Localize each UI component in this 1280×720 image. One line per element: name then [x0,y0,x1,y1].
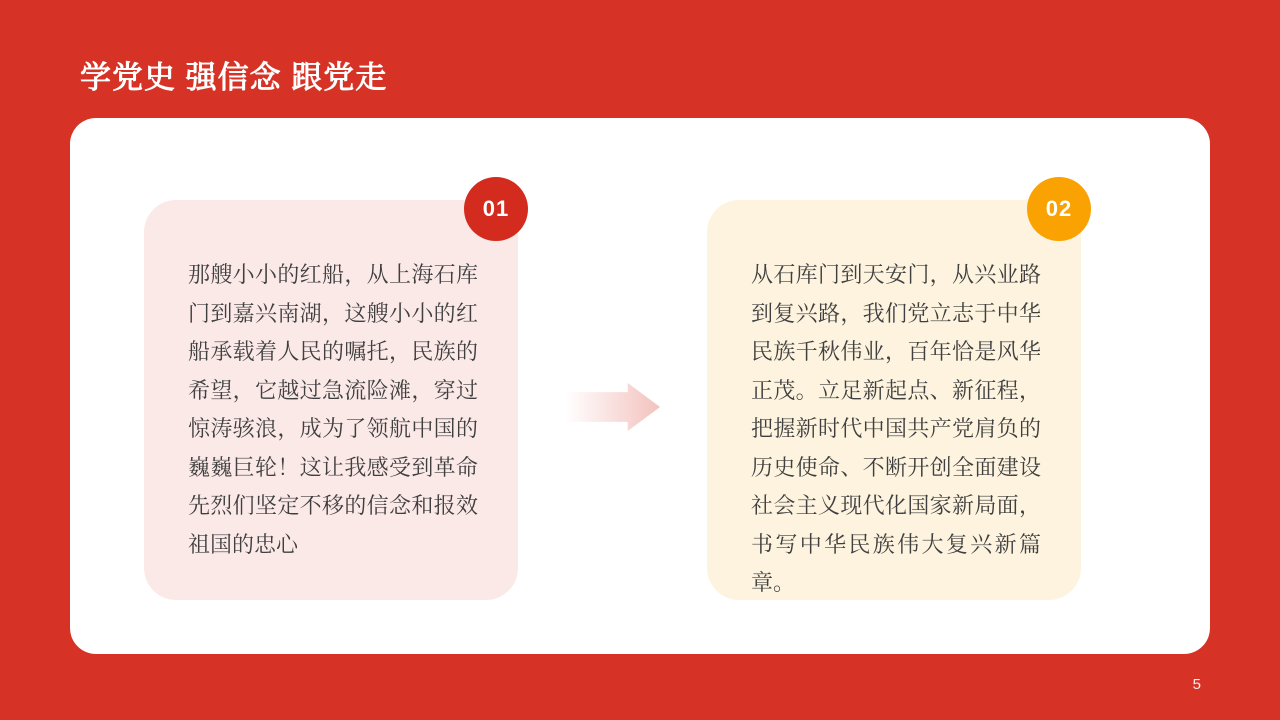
point-box-1 [144,196,518,600]
page-number: 5 [1192,676,1201,693]
point-text-1: 那艘小小的红船，从上海石库门到嘉兴南湖，这艘小小的红船承载着人民的嘱托，民族的希望，它越过急流险滩，穿过惊涛骇浪，成为了领航中国的巍巍巨轮！这让我感受到革命先烈们坚定不移的信念和报效祖国的忠心 [188,262,478,557]
content-card [70,118,1210,654]
point-text-2: 从石库门到天安门，从兴业路到复兴路，我们党立志于中华民族千秋伟业，百年恰是风华正茂。立足新起点、新征程，把握新时代中国共产党肩负的历史使命、不断开创全面建设社会主义现代化国家新局面，书写中华民族伟大复兴新篇章。 [751,262,1041,595]
point-box-2 [707,196,1081,600]
page-title: 学党史 强信念 跟党走 [80,60,388,95]
badge-02: 02 [1027,177,1091,241]
badge-01: 01 [464,177,528,241]
right-arrow-icon [565,383,660,431]
